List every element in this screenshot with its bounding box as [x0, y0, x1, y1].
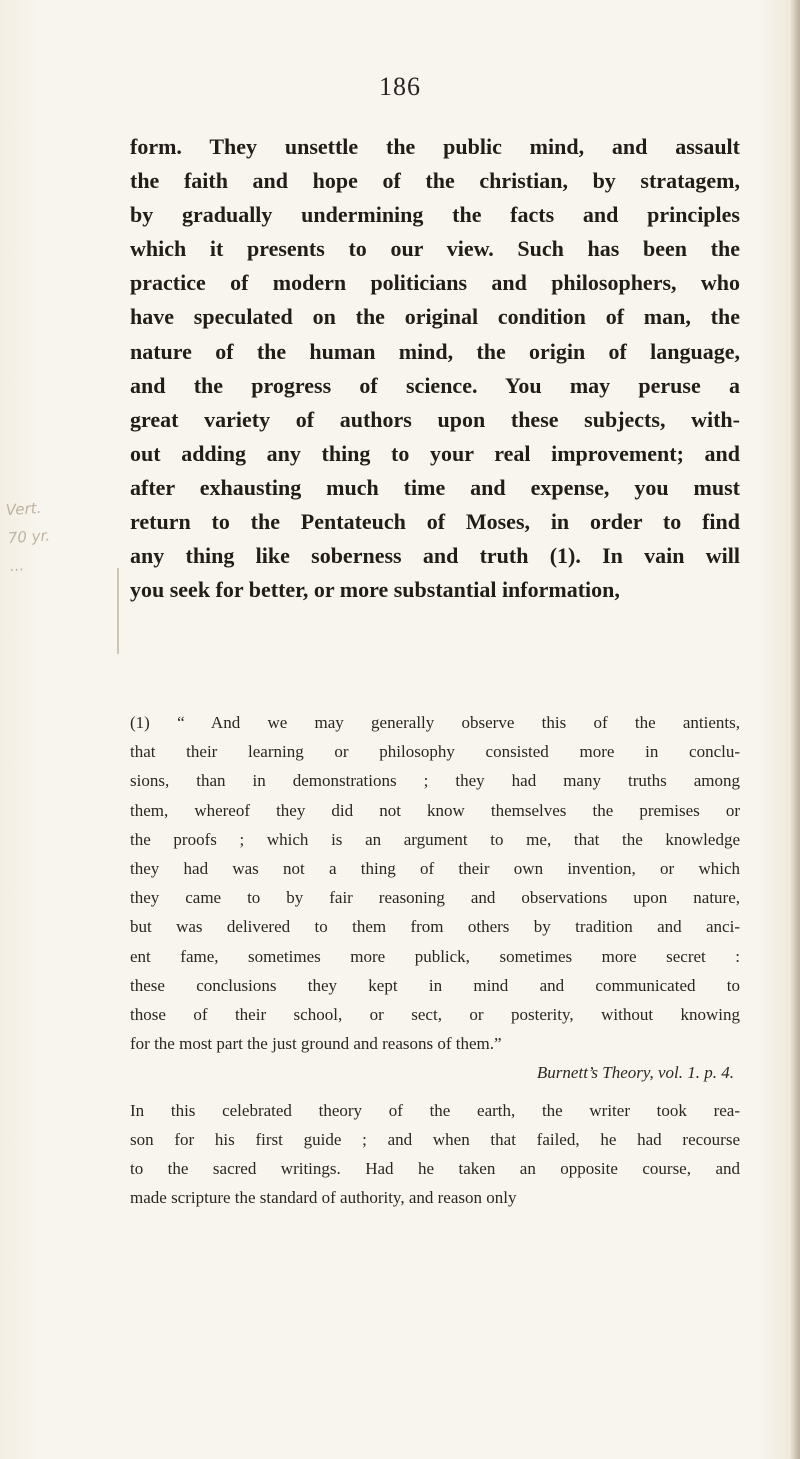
- body-line: after exhausting much time and expense, you must: [130, 474, 740, 500]
- footnote-line: they came to by fair reasoning and observations upon nature,: [130, 888, 740, 908]
- body-line: and the progress of science. You may peruse a: [130, 372, 740, 398]
- body-line: the faith and hope of the christian, by stratagem,: [130, 168, 740, 194]
- margin-bracket-mark: [117, 568, 119, 654]
- footnote-line: ent fame, sometimes more publick, sometimes more secret :: [130, 946, 740, 966]
- body-line: you seek for better, or more substantial information,: [130, 577, 620, 603]
- footnote-line: these conclusions they kept in mind and communicated to: [130, 975, 740, 995]
- body-line: any thing like soberness and truth (1). In vain will: [130, 543, 740, 569]
- footnote-line: to the sacred writings. Had he taken an opposite course, and: [130, 1159, 740, 1179]
- footnote-line: made scripture the standard of authority, and reason only: [130, 1188, 517, 1208]
- page-number: 186: [379, 72, 421, 101]
- body-line: return to the Pentateuch of Moses, in order to find: [130, 509, 740, 535]
- body-line: practice of modern politicians and philosophers, who: [130, 270, 740, 296]
- main-text-block: [130, 130, 740, 607]
- footnote-line: that their learning or philosophy consisted more in conclu-: [130, 742, 740, 762]
- footnote-line: In this celebrated theory of the earth, the writer took rea-: [130, 1100, 740, 1120]
- body-line: nature of the human mind, the origin of language,: [130, 338, 740, 364]
- footnote-line: sions, than in demonstrations ; they had many truths among: [130, 771, 740, 791]
- margin-note-line: Vert.: [5, 498, 42, 520]
- body-line: which it presents to our view. Such has been the: [130, 236, 740, 262]
- footnote-line: them, whereof they did not know themselves the premises or: [130, 800, 740, 820]
- footnote-paragraph-2: [130, 1096, 740, 1213]
- footnote-line: son for his first guide ; and when that failed, he had recourse: [130, 1129, 740, 1149]
- footnote-citation: Burnett’s Theory, vol. 1. p. 4.: [536, 1063, 734, 1083]
- footnote-line: for the most part the just ground and reasons of them.”: [130, 1034, 502, 1054]
- footnote-line: (1) “ And we may generally observe this of the antients,: [130, 713, 740, 732]
- margin-note-line: ...: [9, 556, 25, 576]
- body-line: form. They unsettle the public mind, and assault: [130, 134, 740, 159]
- margin-note-line: 70 yr.: [7, 526, 51, 548]
- body-line: by gradually undermining the facts and principles: [130, 202, 740, 228]
- footnote-line: but was delivered to them from others by tradition and anci-: [130, 917, 740, 937]
- footnote-line: those of their school, or sect, or posterity, without knowing: [130, 1005, 740, 1025]
- page-edge-shadow: [790, 0, 800, 1459]
- footnote-block: [130, 708, 740, 1212]
- footnote-line: they had was not a thing of their own invention, or which: [130, 859, 740, 879]
- body-line: have speculated on the original condition of man, the: [130, 304, 740, 330]
- footnote-line: the proofs ; which is an argument to me, that the knowledge: [130, 829, 740, 849]
- body-line: great variety of authors upon these subjects, with-: [130, 406, 740, 432]
- handwritten-margin-note: [5, 492, 75, 586]
- body-line: out adding any thing to your real improvement; and: [130, 440, 740, 466]
